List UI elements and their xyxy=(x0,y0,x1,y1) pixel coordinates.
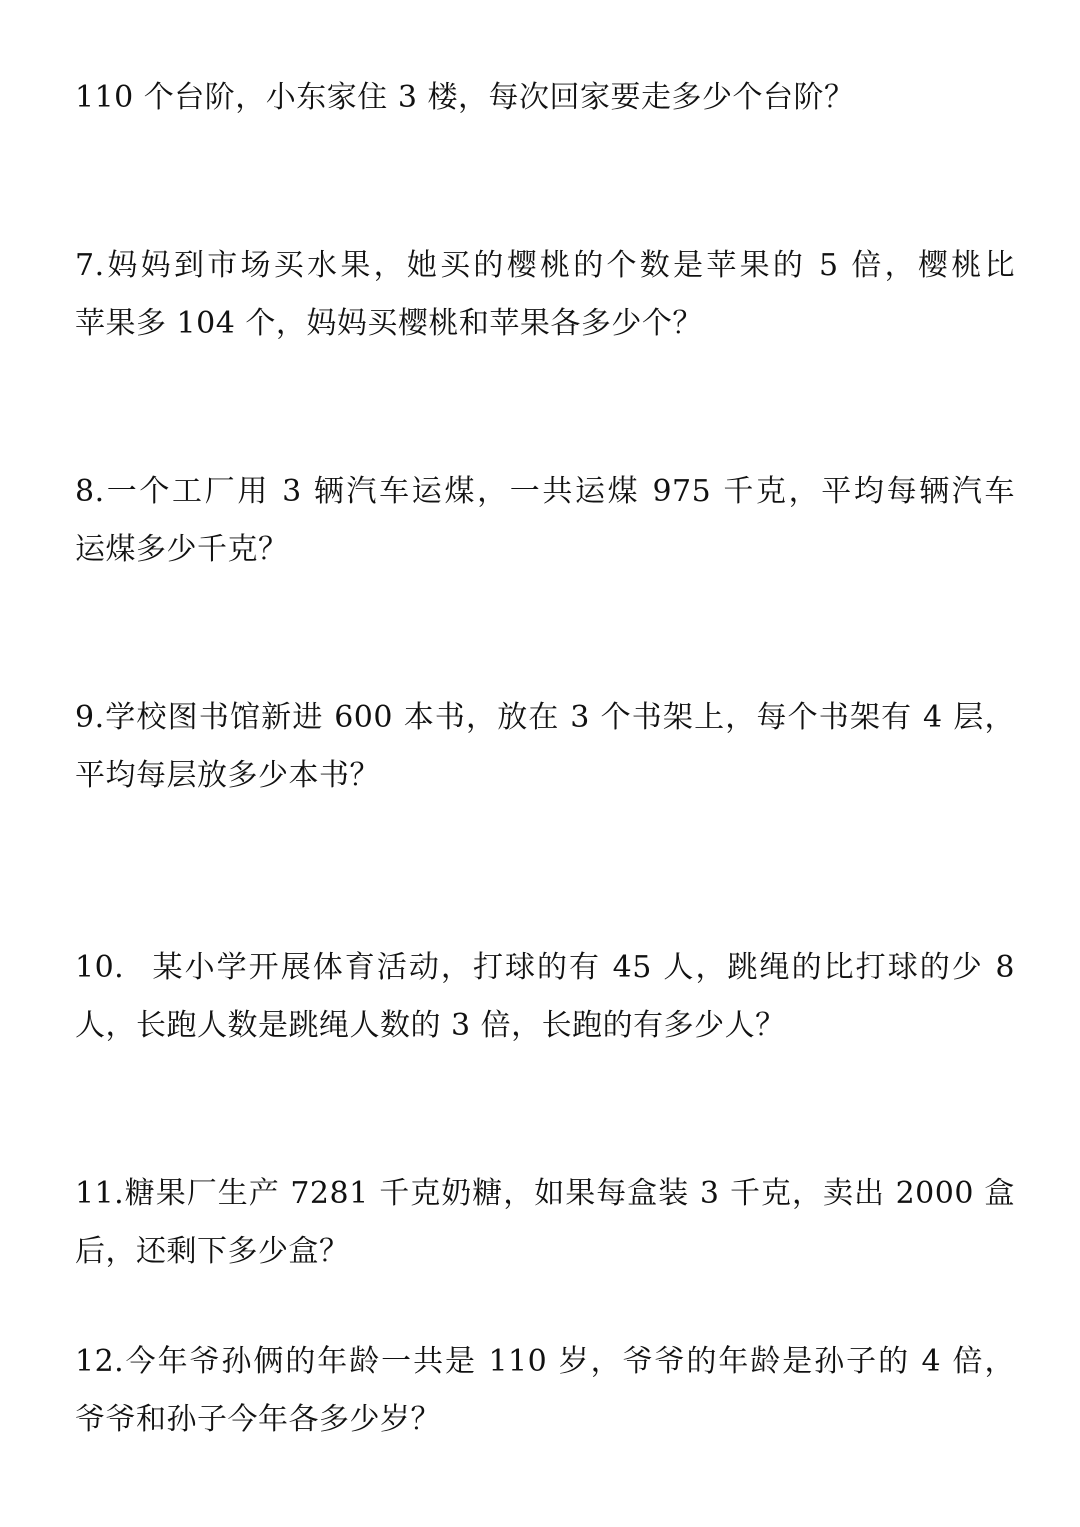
problem-9-line-1: 9.学校图书馆新进 600 本书，放在 3 个书架上，每个书架有 4 层， xyxy=(75,700,1015,735)
problem-6-line-1: 110 个台阶，小东家住 3 楼，每次回家要走多少个台阶？ xyxy=(75,80,855,115)
problem-10-text: 某小学开展体育活动，打球的有 45 人，跳绳的比打球的少 8 xyxy=(151,950,1015,985)
problem-12-line-1: 12.今年爷孙俩的年龄一共是 110 岁，爷爷的年龄是孙子的 4 倍， xyxy=(75,1344,1015,1379)
problem-7-line-1: 7.妈妈到市场买水果，她买的樱桃的个数是苹果的 5 倍，樱桃比 xyxy=(75,248,1015,283)
problem-11-line-1: 11.糖果厂生产 7281 千克奶糖，如果每盒装 3 千克，卖出 2000 盒 xyxy=(75,1176,1015,1211)
problem-10-line-2: 人，长跑人数是跳绳人数的 3 倍，长跑的有多少人？ xyxy=(75,1008,786,1043)
problem-10-line-1 xyxy=(75,940,1015,996)
problem-10-number: 10. xyxy=(75,950,125,985)
problem-9-line-2: 平均每层放多少本书？ xyxy=(75,758,380,793)
problem-8-line-2: 运煤多少千克？ xyxy=(75,532,289,567)
problem-8-line-1: 8.一个工厂用 3 辆汽车运煤，一共运煤 975 千克，平均每辆汽车 xyxy=(75,474,1015,509)
problem-12-line-2: 爷爷和孙子今年各多少岁？ xyxy=(75,1402,441,1437)
problem-11-line-2: 后，还剩下多少盒？ xyxy=(75,1234,350,1269)
problem-7-line-2: 苹果多 104 个，妈妈买樱桃和苹果各多少个？ xyxy=(75,306,703,341)
